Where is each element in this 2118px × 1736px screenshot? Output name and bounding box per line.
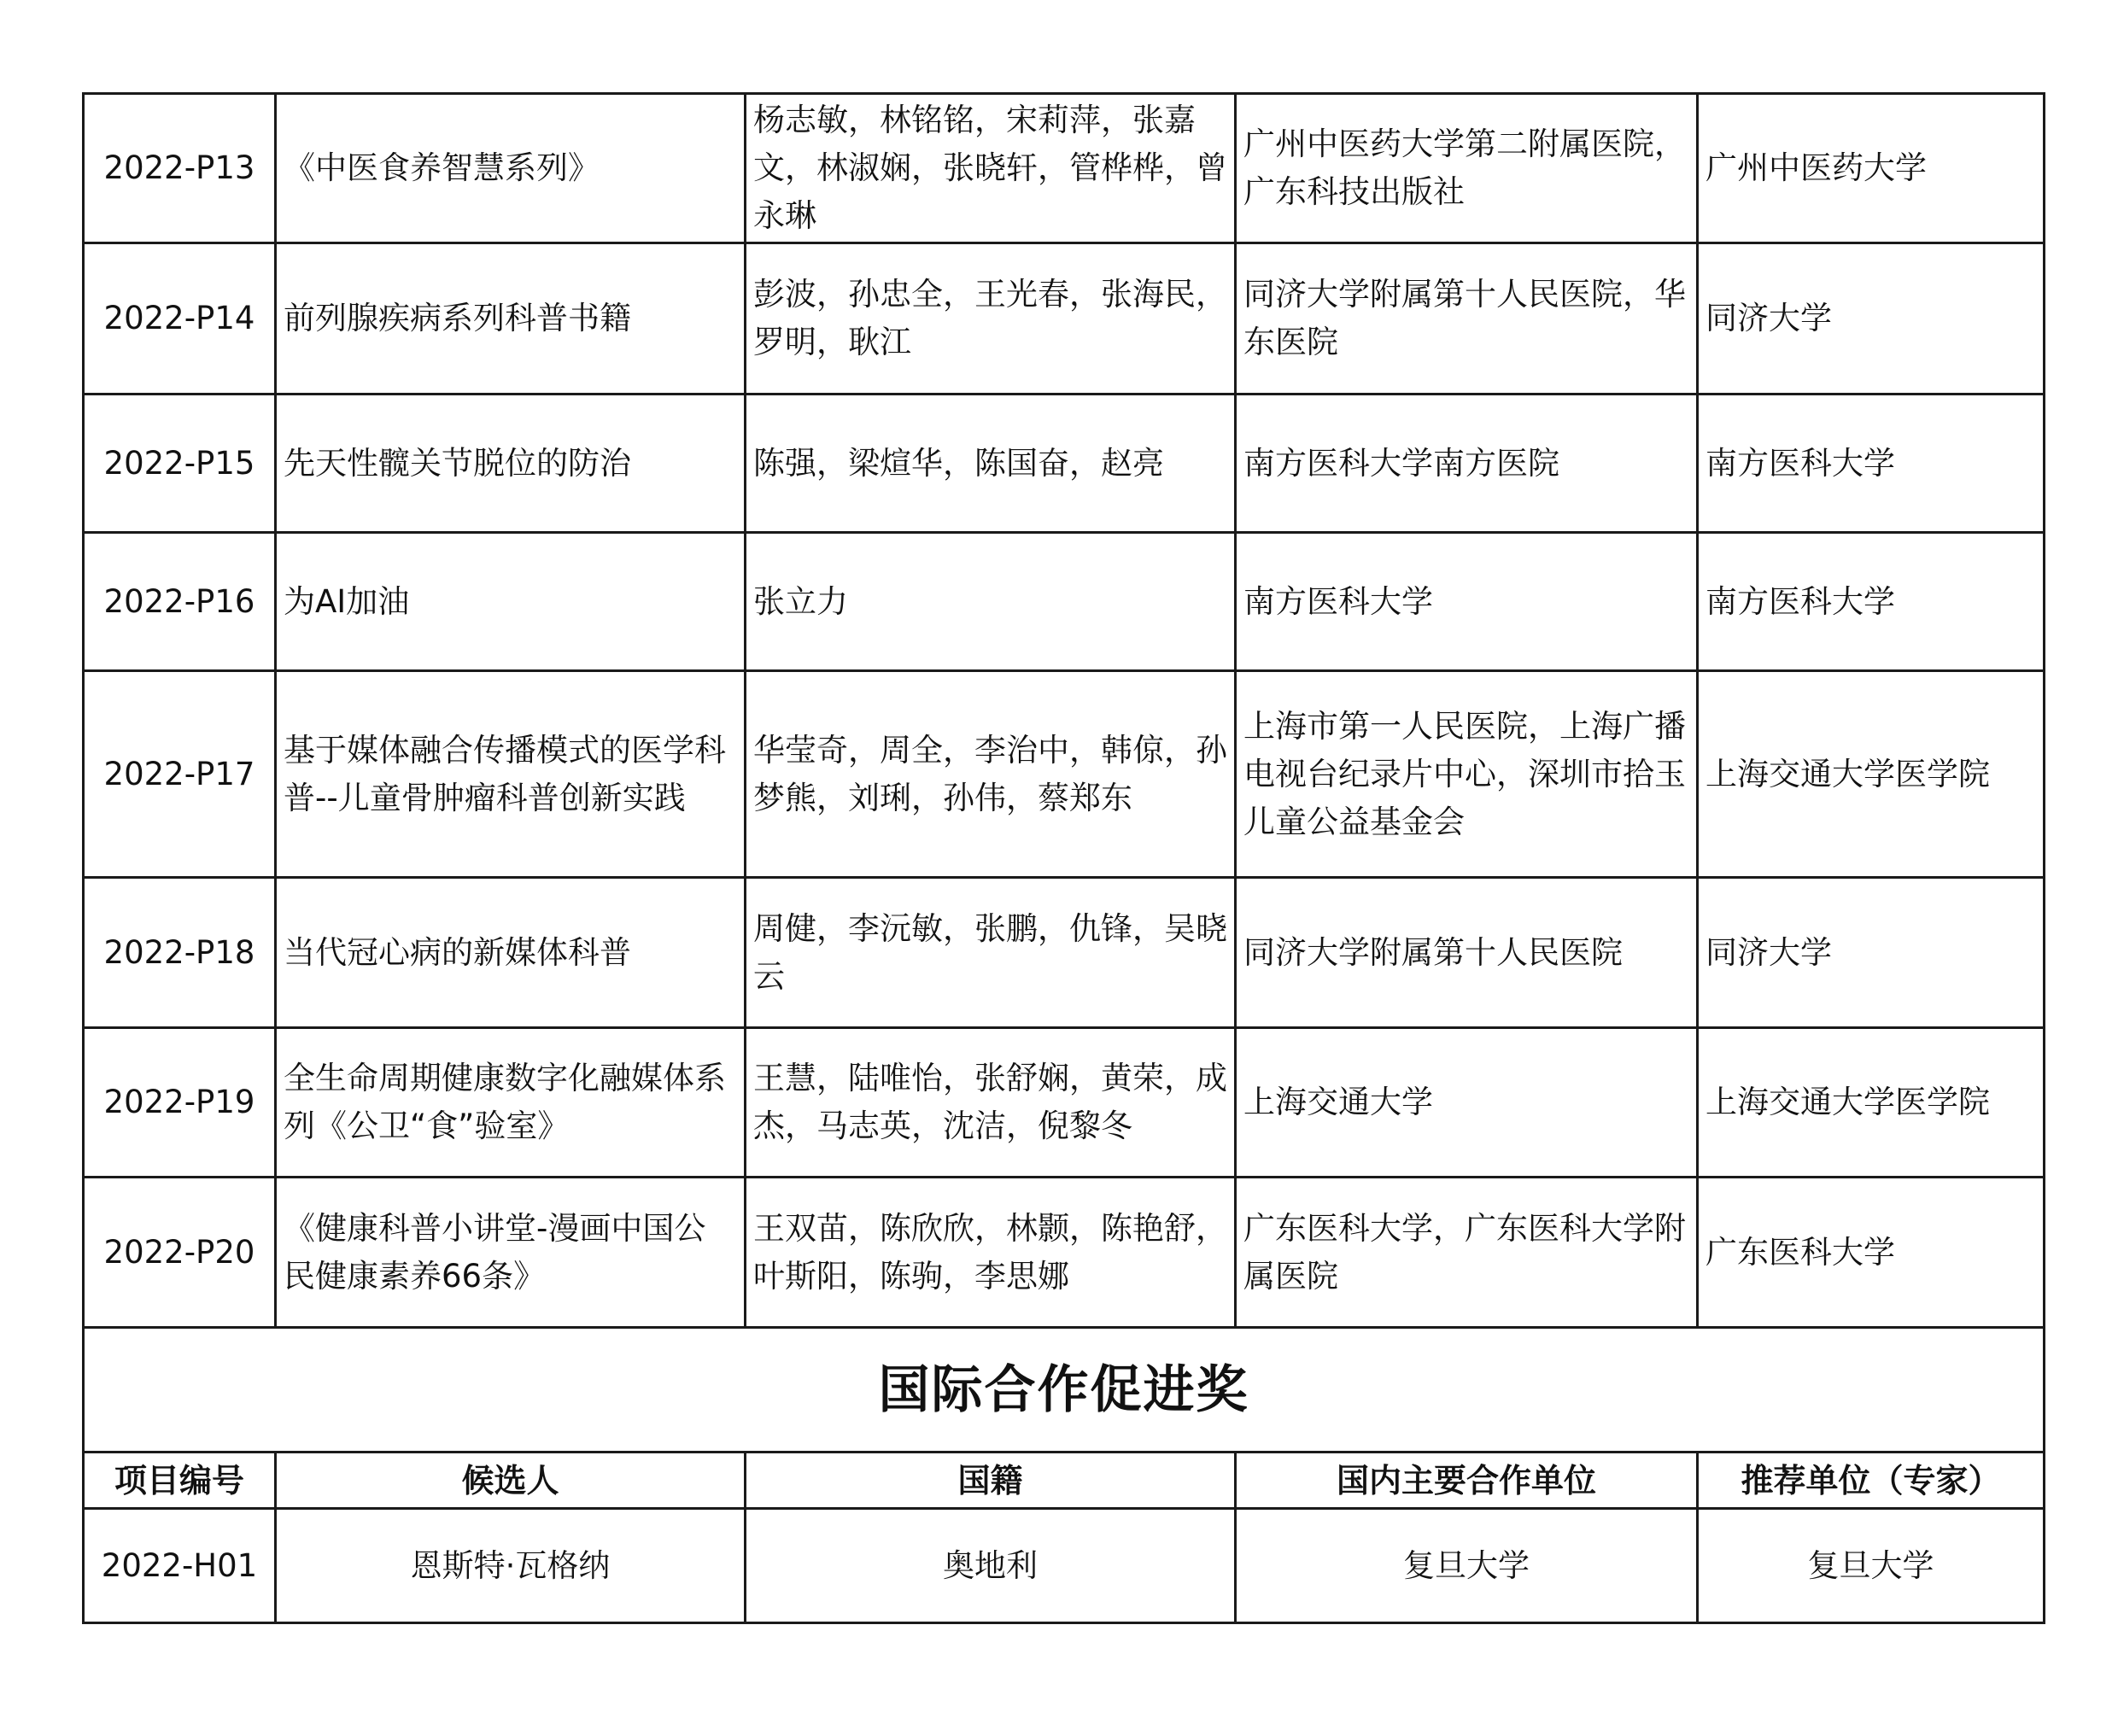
project-recommender: 同济大学 xyxy=(1698,243,2045,395)
project-title: 前列腺疾病系列科普书籍 xyxy=(276,243,746,395)
project-recommender: 南方医科大学 xyxy=(1698,395,2045,533)
project-recommender: 南方医科大学 xyxy=(1698,533,2045,671)
project-title: 全生命周期健康数字化融媒体系列《公卫“食”验室》 xyxy=(276,1028,746,1178)
column-header: 国内主要合作单位 xyxy=(1236,1453,1698,1509)
project-people: 杨志敏，林铭铭，宋莉萍，张嘉文，林淑娴，张晓轩，管桦桦，曾永琳 xyxy=(746,94,1236,243)
project-code: 2022-P19 xyxy=(84,1028,276,1178)
award-table xyxy=(82,92,2045,1624)
column-header: 推荐单位（专家） xyxy=(1698,1453,2045,1509)
project-units: 同济大学附属第十人民医院，华东医院 xyxy=(1236,243,1698,395)
cooperation-candidate: 恩斯特·瓦格纳 xyxy=(276,1509,746,1623)
project-people: 彭波，孙忠全，王光春，张海民，罗明，耿江 xyxy=(746,243,1236,395)
table-row xyxy=(84,395,2045,533)
project-title: 当代冠心病的新媒体科普 xyxy=(276,878,746,1028)
project-code: 2022-P16 xyxy=(84,533,276,671)
project-units: 同济大学附属第十人民医院 xyxy=(1236,878,1698,1028)
project-people: 陈强，梁煊华，陈国奋，赵亮 xyxy=(746,395,1236,533)
project-title: 《中医食养智慧系列》 xyxy=(276,94,746,243)
section-title-row xyxy=(84,1328,2045,1453)
table-row xyxy=(84,878,2045,1028)
project-code: 2022-P20 xyxy=(84,1178,276,1328)
table-row xyxy=(84,1178,2045,1328)
project-recommender: 同济大学 xyxy=(1698,878,2045,1028)
column-header: 国籍 xyxy=(746,1453,1236,1509)
project-code: 2022-P13 xyxy=(84,94,276,243)
project-units: 上海交通大学 xyxy=(1236,1028,1698,1178)
project-people: 王双苗，陈欣欣，林颢，陈艳舒，叶斯阳，陈驹，李思娜 xyxy=(746,1178,1236,1328)
project-code: 2022-P14 xyxy=(84,243,276,395)
column-header: 项目编号 xyxy=(84,1453,276,1509)
project-code: 2022-P17 xyxy=(84,671,276,878)
table-row xyxy=(84,1509,2045,1623)
cooperation-nationality: 奥地利 xyxy=(746,1509,1236,1623)
project-code: 2022-P18 xyxy=(84,878,276,1028)
project-units: 南方医科大学南方医院 xyxy=(1236,395,1698,533)
project-code: 2022-P15 xyxy=(84,395,276,533)
cooperation-code: 2022-H01 xyxy=(84,1509,276,1623)
project-title: 先天性髋关节脱位的防治 xyxy=(276,395,746,533)
project-people: 张立力 xyxy=(746,533,1236,671)
cooperation-recommender: 复旦大学 xyxy=(1698,1509,2045,1623)
project-title: 《健康科普小讲堂-漫画中国公民健康素养66条》 xyxy=(276,1178,746,1328)
project-units: 广州中医药大学第二附属医院，广东科技出版社 xyxy=(1236,94,1698,243)
project-recommender: 上海交通大学医学院 xyxy=(1698,671,2045,878)
cooperation-partner: 复旦大学 xyxy=(1236,1509,1698,1623)
section-title: 国际合作促进奖 xyxy=(84,1328,2045,1453)
table-row xyxy=(84,243,2045,395)
project-people: 华莹奇，周全，李治中，韩倞，孙梦熊，刘琍，孙伟，蔡郑东 xyxy=(746,671,1236,878)
project-title: 基于媒体融合传播模式的医学科普--儿童骨肿瘤科普创新实践 xyxy=(276,671,746,878)
table-row xyxy=(84,94,2045,243)
project-units: 南方医科大学 xyxy=(1236,533,1698,671)
project-people: 王慧，陆唯怡，张舒娴，黄荣，成杰，马志英，沈洁，倪黎冬 xyxy=(746,1028,1236,1178)
project-recommender: 上海交通大学医学院 xyxy=(1698,1028,2045,1178)
table-row xyxy=(84,1028,2045,1178)
project-recommender: 广州中医药大学 xyxy=(1698,94,2045,243)
project-recommender: 广东医科大学 xyxy=(1698,1178,2045,1328)
table-row xyxy=(84,671,2045,878)
section-header-row xyxy=(84,1453,2045,1509)
project-units: 上海市第一人民医院，上海广播电视台纪录片中心，深圳市拾玉儿童公益基金会 xyxy=(1236,671,1698,878)
project-people: 周健，李沅敏，张鹏，仇锋，吴晓云 xyxy=(746,878,1236,1028)
table-row xyxy=(84,533,2045,671)
column-header: 候选人 xyxy=(276,1453,746,1509)
project-units: 广东医科大学，广东医科大学附属医院 xyxy=(1236,1178,1698,1328)
project-title: 为AI加油 xyxy=(276,533,746,671)
